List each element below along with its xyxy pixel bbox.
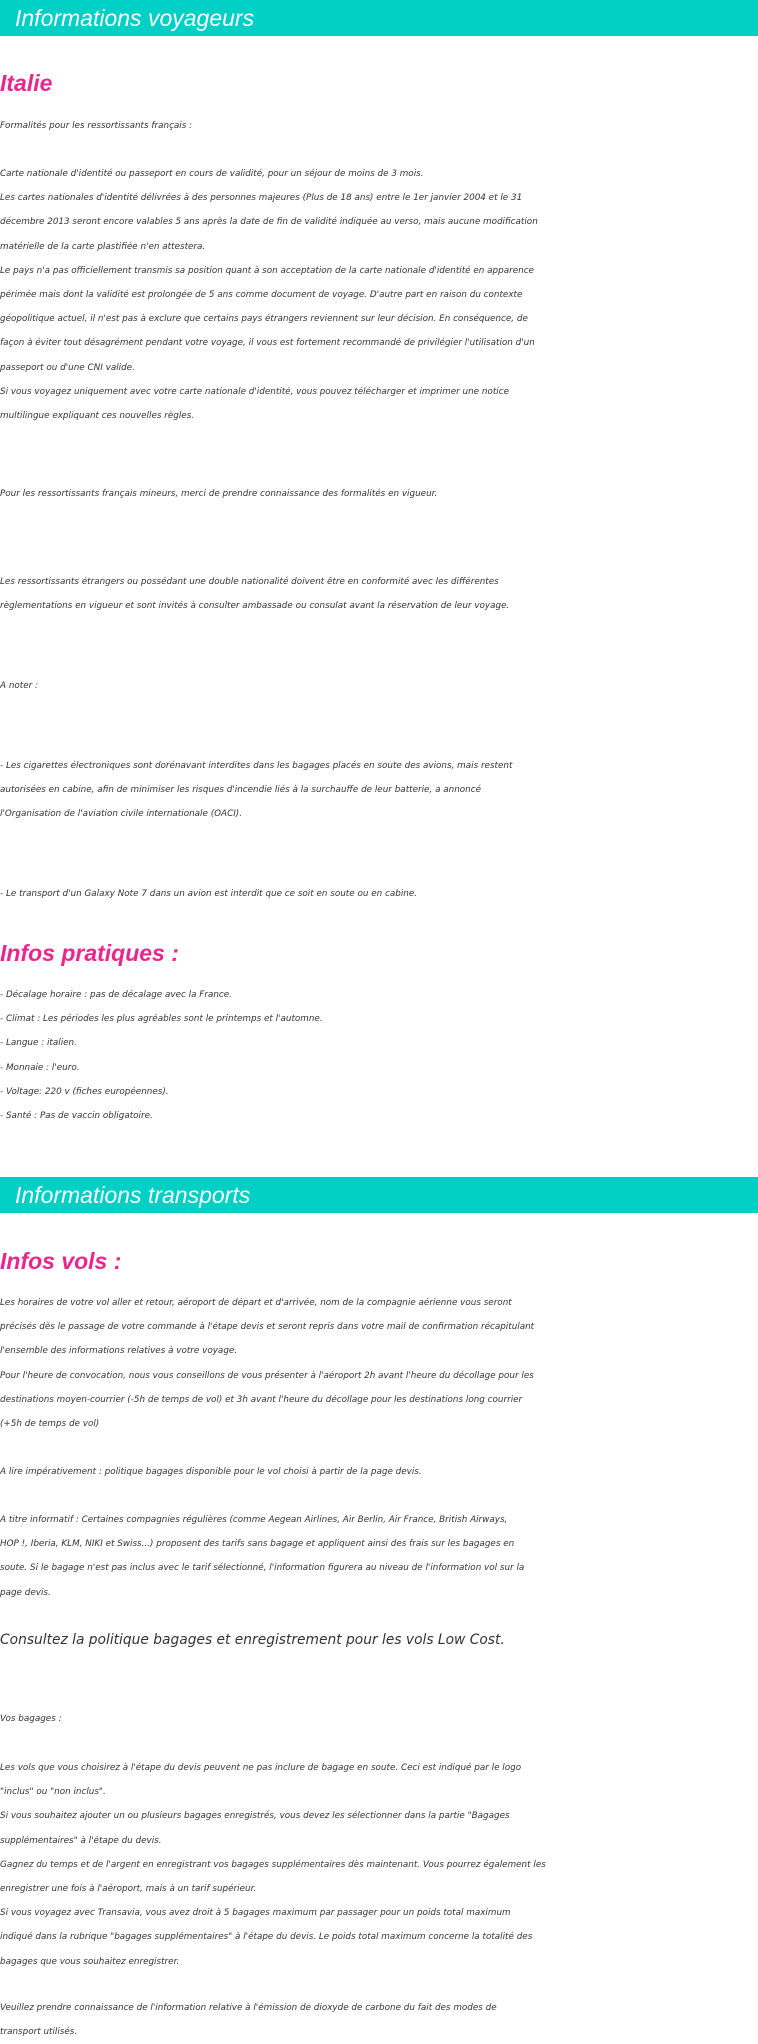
text-line: l'ensemble des informations relatives à votre voyage. [0, 1346, 238, 1357]
formalites-block [0, 162, 758, 428]
text-line: matérielle de la carte plastifiée n'en attestera. [0, 241, 206, 252]
text-line: Si vous souhaitez ajouter un ou plusieurs bagages enregistrés, vous devez les sélectionner dans la partie "Bagages [0, 1811, 510, 1822]
banner-informations-transports [0, 1177, 758, 1213]
text-line: décembre 2013 seront encore valables 5 ans après la date de fin de validité indiquée au verso, mais aucune modification [0, 217, 538, 228]
galaxy-paragraph [0, 882, 758, 906]
list-item: - Voltage: 220 v (fiches européennes). [0, 1086, 169, 1097]
text-line: Le pays n'a pas officiellement transmis sa position quant à son acceptation de la carte nationale d'identité en apparence [0, 265, 534, 276]
titre-informatif-paragraph [0, 1508, 758, 1605]
text-line: enregistrer une fois à l'aéroport, mais à un tarif supérieur. [0, 1884, 257, 1895]
list-item: - Climat : Les périodes les plus agréables sont le printemps et l'automne. [0, 1014, 323, 1025]
text-line: Les vols que vous choisirez à l'étape du devis peuvent ne pas inclure de bagage en soute. Ceci est indiqué par le logo [0, 1763, 522, 1773]
text-line: façon à éviter tout désagrément pendant votre voyage, il vous est fortement recommandé de privilégier l'utilisation d'un [0, 338, 535, 349]
text-line: transport utilisés. [0, 2027, 78, 2038]
banner-informations-voyageurs [0, 0, 758, 36]
list-item: - Décalage horaire : pas de décalage avec la France. [0, 990, 232, 1000]
section-title-infos-pratiques: Infos pratiques : [0, 940, 179, 966]
cigarettes-paragraph [0, 754, 758, 827]
text-line: Veuillez prendre connaissance de l'information relative à l'émission de dioxyde de carbone du fait des modes de [0, 2003, 497, 2013]
text-line: supplémentaires" à l'étape du devis. [0, 1835, 162, 1846]
text-line: passeport ou d'une CNI valide. [0, 362, 135, 373]
text-line: HOP !, Iberia, KLM, NIKI et Swiss...) proposent des tarifs sans bagage et appliquent ainsi des frais sur les bagages en [0, 1539, 515, 1550]
text-line: indiqué dans la rubrique "bagages supplémentaires" à l'étape du devis. Le poids total maximum concerne la totalité des [0, 1932, 533, 1943]
text-line: multilingue expliquant ces nouvelles règles. [0, 411, 195, 422]
text-line: géopolitique actuel, il n'est pas à exclure que certains pays étrangers reviennent sur leur décision. En conséquence, de [0, 314, 528, 325]
text-line: Pour l'heure de convocation, nous vous conseillons de vous présenter à l'aéroport 2h avant l'heure du décollage pour les [0, 1370, 534, 1381]
list-item: - Santé : Pas de vaccin obligatoire. [0, 1111, 153, 1122]
text-line: Carte nationale d'identité ou passeport en cours de validité, pour un séjour de moins de 3 mois. [0, 169, 424, 179]
formalites-intro [0, 114, 758, 138]
text-line: Vos bagages : [0, 1714, 62, 1724]
text-line: Formalités pour les ressortissants français : [0, 121, 193, 131]
vols-horaires-paragraph [0, 1291, 758, 1436]
text-line: "inclus" ou "non inclus". [0, 1787, 106, 1798]
a-noter-label [0, 674, 758, 698]
text-line: l'Organisation de l'aviation civile internationale (OACI). [0, 809, 243, 820]
a-lire-paragraph [0, 1460, 758, 1484]
section-title-infos-vols: Infos vols : [0, 1248, 122, 1274]
text-line: bagages que vous souhaitez enregistrer. [0, 1956, 180, 1967]
text-line: A lire impérativement : politique bagages disponible pour le vol choisi à partir de la page devis. [0, 1467, 422, 1477]
infos-pratiques-list [0, 983, 758, 1128]
consultez-paragraph [0, 1628, 758, 1652]
banner-title: Informations transports [15, 1182, 251, 1208]
text-line: A titre informatif : Certaines compagnies régulières (comme Aegean Airlines, Air Berlin, Air France, British Airways, [0, 1515, 508, 1525]
text-line: A noter : [0, 681, 39, 691]
text-line: règlementations en vigueur et sont invités à consulter ambassade ou consulat avant la réservation de leur voyage. [0, 601, 510, 612]
text-line: (+5h de temps de vol) [0, 1419, 100, 1430]
text-line: Les cartes nationales d'identité délivrées à des personnes majeures (Plus de 18 ans) entre le 1er janvier 2004 et le 31 [0, 193, 523, 204]
text-line: destinations moyen-courrier (-5h de temps de vol) et 3h avant l'heure du décollage pour les destinations long courrier [0, 1394, 523, 1405]
text-line: - Le transport d'un Galaxy Note 7 dans un avion est interdit que ce soit en soute ou en cabine. [0, 889, 418, 899]
text-line: Si vous voyagez avec Transavia, vous avez droit à 5 bagages maximum par passager pour un poids total maximum [0, 1908, 511, 1919]
text-line: Les horaires de votre vol aller et retour, aéroport de départ et d'arrivée, nom de la compagnie aérienne vous seront [0, 1298, 512, 1308]
text-line: Gagnez du temps et de l'argent en enregistrant vos bagages supplémentaires dès maintenant. Vous pourrez également les [0, 1859, 546, 1870]
co2-paragraph [0, 1996, 758, 2044]
list-item: - Monnaie : l'euro. [0, 1062, 80, 1073]
bagages-paragraph [0, 1756, 758, 1974]
text-line: - Les cigarettes électroniques sont dorénavant interdites dans les bagages placés en soute des avions, mais restent [0, 761, 513, 771]
text-line: page devis. [0, 1587, 51, 1598]
politique-bagages-link[interactable]: Consultez la politique bagages et enregistrement pour les vols Low Cost. [0, 1632, 505, 1648]
banner-title: Informations voyageurs [15, 5, 255, 31]
section-title-italie: Italie [0, 70, 53, 96]
mineurs-paragraph [0, 482, 758, 506]
text-line: Pour les ressortissants français mineurs, merci de prendre connaissance des formalités en vigueur. [0, 489, 438, 499]
text-line: Les ressortissants étrangers ou possédant une double nationalité doivent être en conformité avec les différentes [0, 577, 499, 587]
list-item: - Langue : italien. [0, 1038, 77, 1049]
text-line: précisés dès le passage de votre commande à l'étape devis et seront repris dans votre mail de confirmation récapitulant [0, 1322, 535, 1333]
vos-bagages-label [0, 1707, 758, 1731]
text-line: autorisées en cabine, afin de minimiser les risques d'incendie liés à la surchauffe de leur batterie, a annoncé [0, 785, 481, 796]
text-line: Si vous voyagez uniquement avec votre carte nationale d'identité, vous pouvez télécharger et imprimer une notice [0, 386, 509, 397]
text-line: périmée mais dont la validité est prolongée de 5 ans comme document de voyage. D'autre part en raison du contexte [0, 290, 523, 301]
etrangers-paragraph [0, 570, 758, 618]
text-line: soute. Si le bagage n'est pas inclus avec le tarif sélectionné, l'information figurera au niveau de l'information vol sur la [0, 1563, 525, 1574]
